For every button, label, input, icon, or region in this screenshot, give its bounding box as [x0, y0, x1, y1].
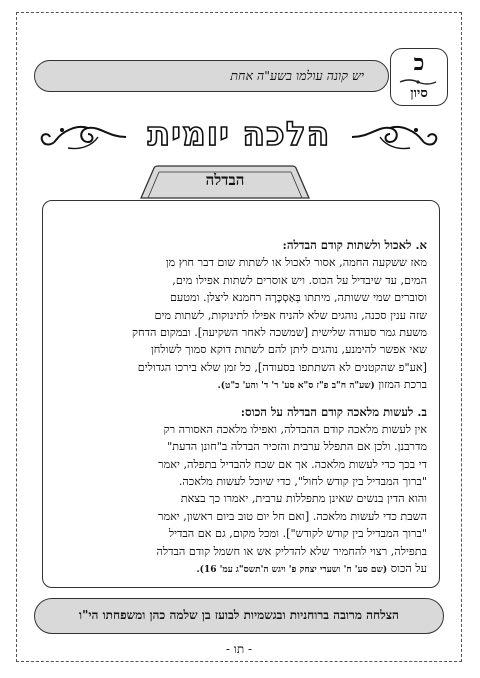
section-title: הבדלה	[205, 171, 245, 189]
text-line: בתפילה, רצוי להחמיר שלא להדליק אש או חשמל קודם הבדלה	[156, 544, 427, 558]
text-line-with-source	[57, 376, 427, 393]
right-flourish-icon	[350, 120, 440, 154]
header-banner-text: יש קונה עולמו בשע"ה אחת	[230, 68, 364, 83]
page	[34, 30, 444, 656]
text-line-with-source	[57, 560, 427, 577]
text-line: מדרבנן. ולכן אם התפלל ערבית והזכיר הבדלה ב"חונן הדעת"	[167, 440, 427, 454]
page-title: הלכה יומית	[147, 114, 331, 153]
source-citation: (שע"ה ח"ב פ"ז ס"א סע' ר' ד' והע' כ"ט).	[217, 381, 375, 392]
source-citation: (שם סע' ח' ושערי יצחק פ' ויגש ה'תשס"ג עמ' 16).	[196, 565, 388, 576]
text-line: "ברוך המבדיל בין קודש לקודש"]. ומכל מקום, גם אם הבדיל	[168, 527, 427, 541]
text-fragment: על הכוס	[390, 562, 427, 576]
header-banner	[34, 60, 389, 92]
text-line: "ברוך המבדיל בין קודש לחול", כדי שיוכל לעשות מלאכה.	[178, 475, 427, 489]
text-line: וסוברים שמי ששותה, מיתתו בְּאַסְכָּרָה רחמנא ליצלן. ומטעם	[169, 291, 427, 305]
text-line: מאז ששקעה החמה, אסור לאכול או לשתות שום דבר חוץ מן	[165, 256, 427, 270]
halacha-text	[57, 237, 427, 577]
title-area	[34, 112, 444, 162]
text-line: והוא הדין בנשים שאינן מתפללות ערבית, יאמרו כך בצאת	[180, 492, 427, 506]
section-tab	[140, 165, 310, 199]
text-fragment: ברכת המזון	[378, 378, 427, 392]
dedication-text: הצלחה מרובה ברוחניות ובגשמיות לבועז בן שלמה כהן ומשפחתו הי"ו	[79, 608, 399, 622]
text-line: שזה ענין סכנה, נוהגים שלא להניח אפילו לתינוקות, לשתות מים	[154, 308, 427, 322]
date-month: סיון	[410, 86, 428, 101]
page-number: - תו -	[225, 642, 253, 656]
date-box	[390, 48, 448, 106]
dedication-banner	[34, 598, 444, 634]
content-box	[42, 200, 440, 588]
text-line: די בכך כדי לעשות מלאכה. אך אם שכח להבדיל בתפלה, יאמר	[158, 457, 427, 471]
text-line: משעת גמר סעודה שלישית [שמשכה לאחר השקיעה]. ובמקום הדחק	[131, 325, 427, 339]
text-line: שאי אפשר להימנע, נוהגים ליתן להם לשתות דוקא סמוך לשולחן	[150, 343, 427, 357]
text-line: אין לעשות מלאכה קודם ההבדלה, ואפילו מלאכה האסורה רק	[163, 422, 427, 436]
section-a-heading: א. לאכול ולשתות קודם הבדלה:	[282, 238, 427, 252]
section-b-heading: ב. לעשות מלאכה קודם הבדלה על הכוס:	[240, 404, 427, 419]
text-line: המים, עד שיבדיל על הכוס. ויש אוסרים לשתות אפילו מים,	[172, 273, 427, 287]
date-letter: כ	[413, 50, 425, 76]
text-line: [אע"פ שהקטנים לא השתתפו בסעודה], כל זמן שלא בירכו הגדולים	[137, 360, 427, 374]
text-line: השבת כדי לעשות מלאכה. [ואם חל יום טוב ביום ראשון, יאמר	[157, 509, 427, 523]
spacer	[57, 394, 427, 404]
